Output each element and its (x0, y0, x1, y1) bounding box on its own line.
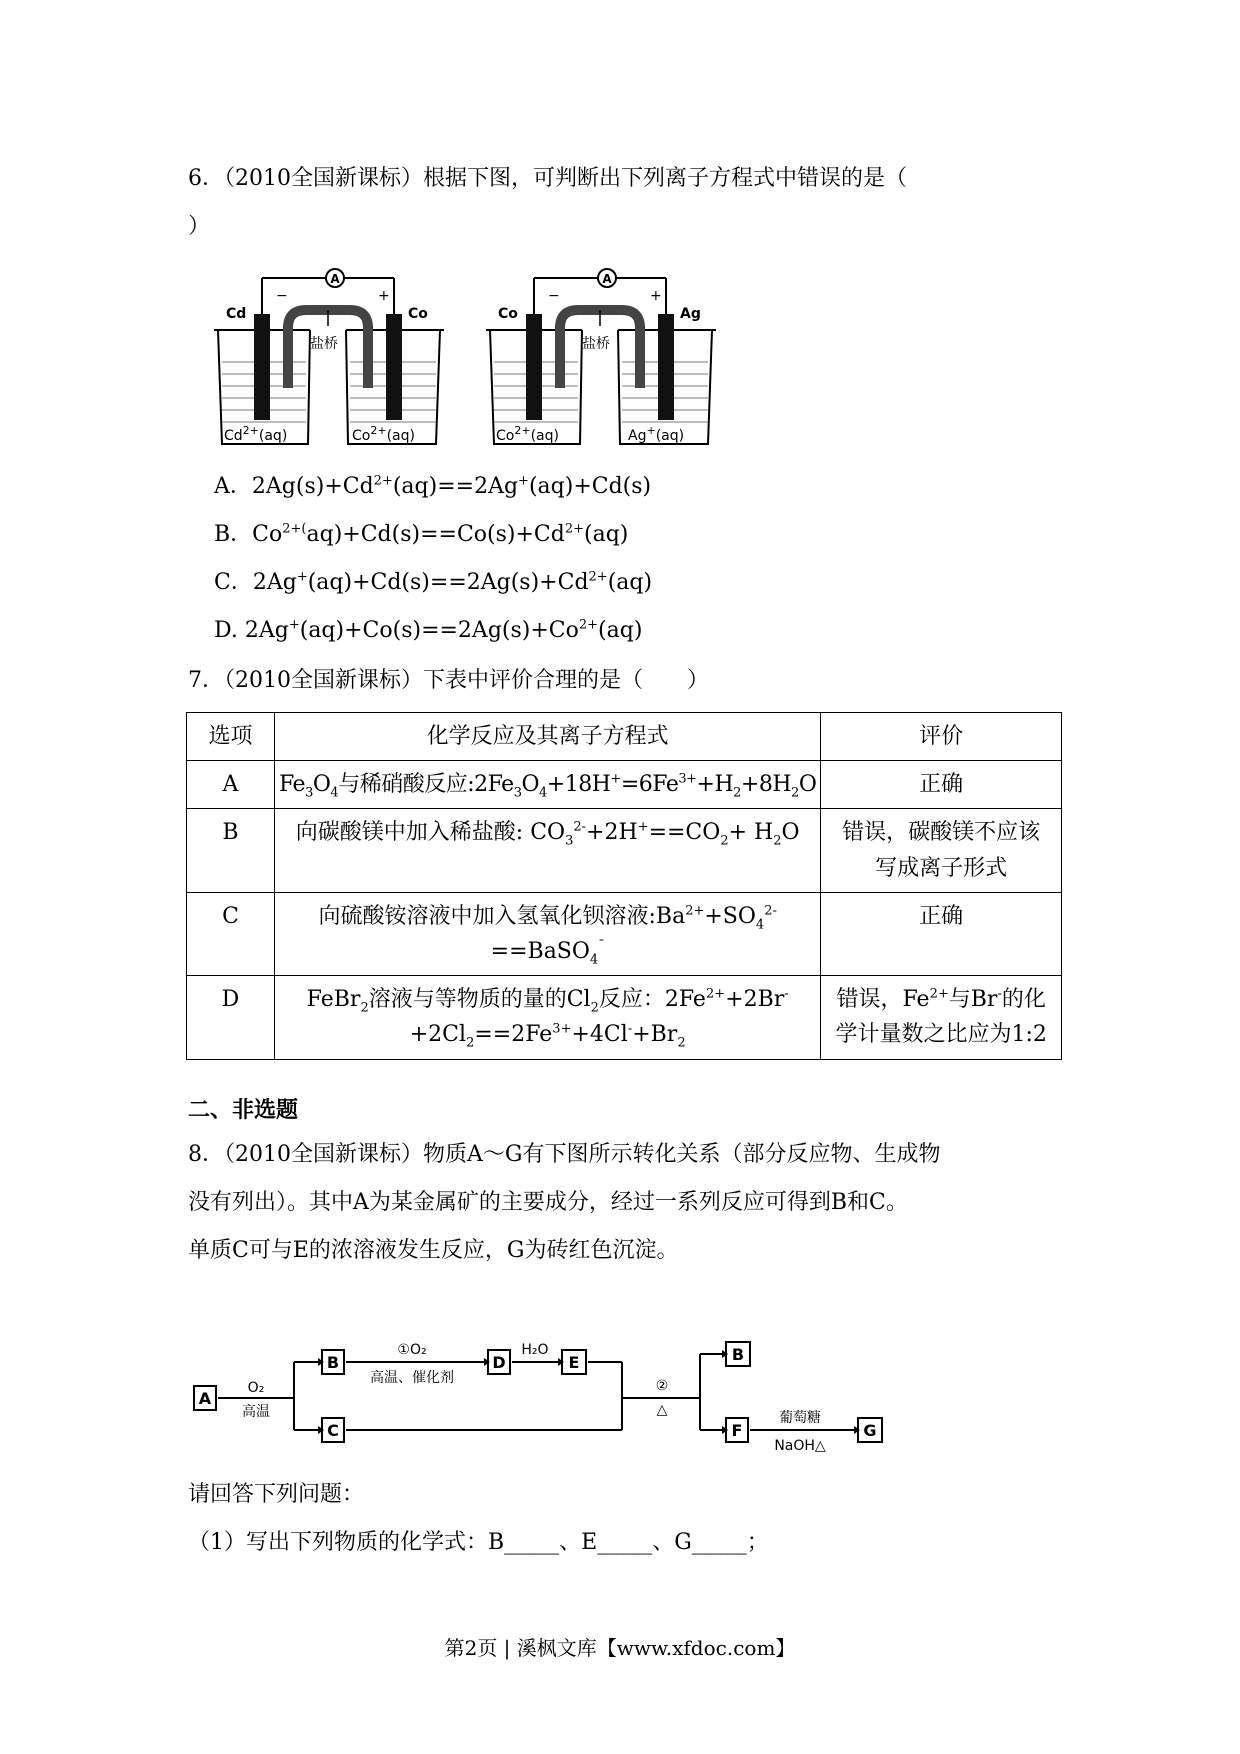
q8-stem-line3: 单质C可与E的浓溶液发生反应，G为砖红色沉淀。 (188, 1238, 679, 1263)
table-row (187, 809, 1062, 892)
row-evaluation: 正确 (821, 892, 1062, 975)
table-header-cell: 评价 (821, 713, 1062, 761)
conversion-flow-diagram (190, 1322, 890, 1462)
svg-text:−: − (276, 288, 288, 304)
right-cell (486, 269, 716, 444)
svg-text:盐桥: 盐桥 (310, 336, 338, 352)
row-option: A (187, 761, 275, 809)
svg-text:A: A (198, 1389, 212, 1408)
q8-subquestion-1: （1）写出下列物质的化学式：B_____、E_____、G_____； (188, 1530, 769, 1555)
svg-text:Ag: Ag (680, 306, 701, 322)
svg-text:Co2+(aq): $Co^{2+}(aq)$ (352, 424, 415, 444)
row-equation: 向硫酸铵溶液中加入氢氧化钡溶液$:Ba^{2+}+SO_4^{2-}$ ==BaSO$_4$¯ (274, 892, 820, 975)
svg-text:−: − (548, 288, 560, 304)
svg-text:B: B (326, 1353, 340, 1372)
svg-text:O₂: O₂ (247, 1380, 265, 1396)
svg-text:葡萄糖: 葡萄糖 (779, 1410, 821, 1426)
svg-text:①O₂: ①O₂ (397, 1342, 427, 1358)
q6-option-d: D. $2Ag^+(aq)+Co(s)==2Ag(s)+Co^{2+}(aq)$ (214, 617, 643, 643)
q7-evaluation-table (186, 712, 1062, 1060)
q6-option-b: B．$Co^{2+(}aq)+Cd(s)==Co(s)+Cd^{2+}(aq)$ (214, 521, 629, 547)
svg-text:D: D (492, 1353, 506, 1372)
q6-option-a: A．$2Ag(s)+Cd^{2+}(aq)==2Ag^+(aq)+Cd(s)$ (214, 473, 652, 499)
svg-text:H₂O: H₂O (521, 1342, 549, 1358)
table-row (187, 976, 1062, 1059)
svg-text:B: B (731, 1345, 745, 1364)
q7-stem: 7．（2010全国新课标）下表中评价合理的是（ ） (188, 668, 709, 693)
row-evaluation: 正确 (821, 761, 1062, 809)
svg-text:②: ② (655, 1378, 669, 1394)
svg-text:+: + (650, 288, 662, 304)
svg-text:△: △ (656, 1402, 668, 1418)
table-header-cell: 选项 (187, 713, 275, 761)
svg-text:Ag+(aq): Ag+(aq) (628, 424, 685, 444)
q6-option-c: C．$2Ag^+(aq)+Cd(s)==2Ag(s)+Cd^{2+}(aq)$ (214, 569, 653, 595)
row-equation: FeBr$_2$溶液与等物质的量的$Cl_2$反应：$2Fe^{2+}+2Br^-$ $+2Cl_2==2Fe^{3+}+4Cl^-+Br_2$ (274, 976, 820, 1059)
q6-stem-line1: 6．（2010全国新课标）根据下图，可判断出下列离子方程式中错误的是（ (188, 166, 907, 191)
svg-text:A: A (330, 272, 340, 286)
svg-text:盐桥: 盐桥 (582, 336, 610, 352)
page-footer: 第2页 | 溪枫文库【www.xfdoc.com】 (444, 1636, 796, 1660)
row-option: D (187, 976, 275, 1059)
table-row (187, 761, 1062, 809)
svg-text:G: G (863, 1421, 877, 1440)
svg-text:高温、催化剂: 高温、催化剂 (370, 1370, 454, 1386)
svg-text:Cd2+(aq): $Cd^{2+}(aq)$ (224, 424, 288, 444)
section-title: 二、非选题 (188, 1098, 299, 1123)
svg-text:C: C (327, 1421, 339, 1440)
table-header-cell: 化学反应及其离子方程式 (274, 713, 820, 761)
svg-text:Co2+(aq): $Co^{2+}(aq)$ (496, 424, 559, 444)
row-option: C (187, 892, 275, 975)
galvanic-cells-figure (210, 258, 730, 450)
q8-stem-line2: 没有列出）。其中A为某金属矿的主要成分，经过一系列反应可得到B和C。 (188, 1190, 908, 1215)
row-equation: $Fe_3O_4$与稀硝酸反应$:2Fe_3O_4+18H^+=6Fe^{3+}+H_2+8H_2O$ (274, 761, 820, 809)
svg-text:A: A (602, 272, 612, 286)
q6-stem-line2: ） (188, 214, 211, 239)
q8-stem-line1: 8．（2010全国新课标）物质A～G有下图所示转化关系（部分反应物、生成物 (188, 1142, 941, 1167)
svg-text:高温: 高温 (242, 1404, 270, 1420)
row-evaluation: 错误，$Fe^{2+}$与Br-的化 学计量数之比应为1:2 (821, 976, 1062, 1059)
svg-text:NaOH△: NaOH△ (774, 1438, 826, 1454)
left-cell (214, 269, 444, 444)
row-equation: 向碳酸镁中加入稀盐酸: $CO_3^{2-}+2H^+==CO_2+ H_2O$ (274, 809, 820, 892)
svg-text:F: F (731, 1421, 743, 1440)
table-header-row (187, 713, 1062, 761)
row-evaluation: 错误，碳酸镁不应该 写成离子形式 (821, 809, 1062, 892)
row-option: B (187, 809, 275, 892)
svg-text:E: E (568, 1353, 580, 1372)
svg-text:Co: Co (498, 306, 518, 322)
svg-text:Co: Co (408, 306, 428, 322)
svg-text:+: + (378, 288, 390, 304)
q8-ask: 请回答下列问题： (188, 1482, 365, 1507)
table-row (187, 892, 1062, 975)
svg-text:Cd: Cd (226, 306, 247, 322)
